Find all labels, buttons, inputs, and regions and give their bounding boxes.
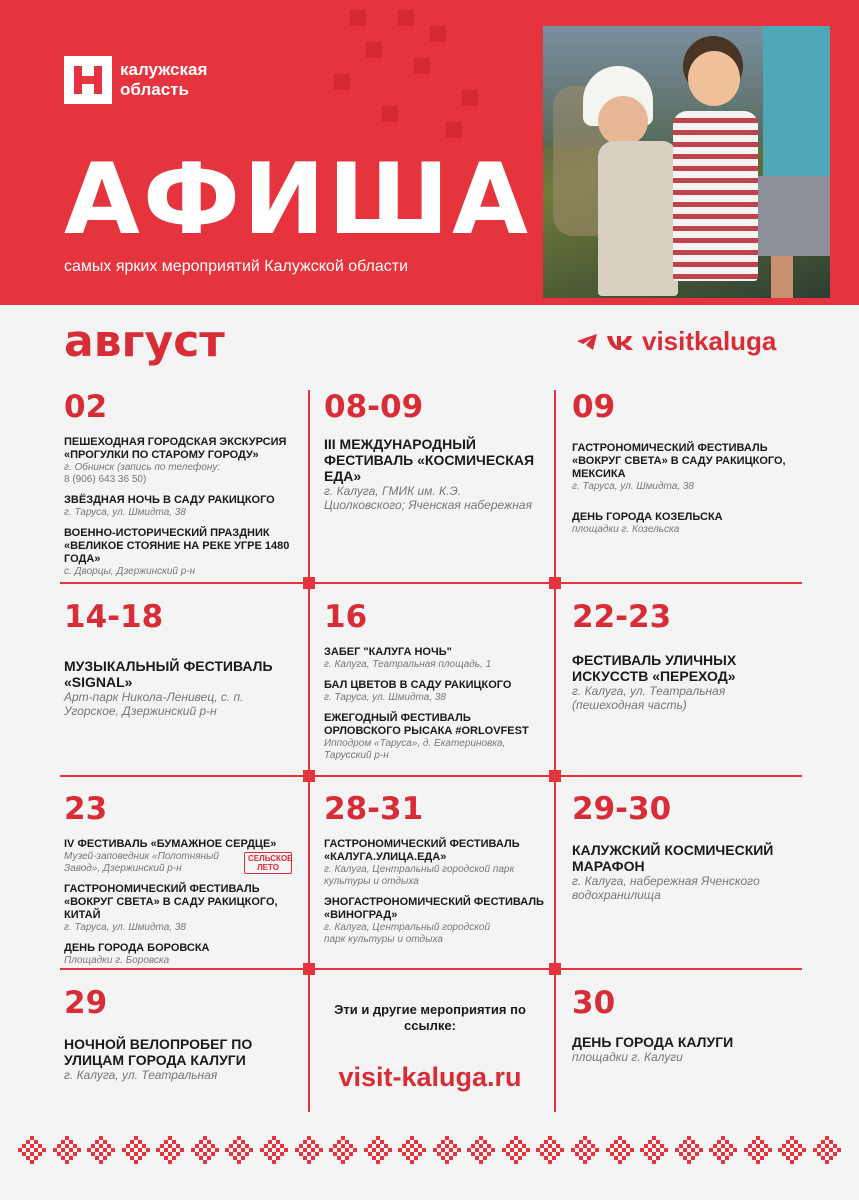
day-date: 08-09	[324, 389, 424, 425]
ornament-motif	[640, 1134, 668, 1164]
website-link[interactable]: visit-kaluga.ru	[338, 1062, 522, 1092]
event-place: г. Калуга, набережная Яченского водохранилища	[572, 874, 760, 902]
pixel-pattern	[414, 58, 430, 74]
ornament-motif	[156, 1134, 184, 1164]
event-place: г. Калуга, ул. Театральная (пешеходная часть)	[572, 684, 726, 712]
ornament-motif	[536, 1134, 564, 1164]
event-place: г. Таруса, ул. Шмидта, 38	[64, 922, 186, 933]
grid-node	[549, 963, 561, 975]
ornament-motif	[295, 1134, 323, 1164]
grid-divider	[60, 775, 802, 777]
day-date: 29-30	[572, 791, 672, 827]
event-name: МУЗЫКАЛЬНЫЙ ФЕСТИВАЛЬ «SIGNAL»	[64, 658, 273, 690]
ornament-motif	[502, 1134, 530, 1164]
event-place: г. Калуга, Театральная площадь, 1	[324, 659, 492, 670]
pixel-pattern	[430, 26, 446, 42]
day-date: 29	[64, 985, 108, 1021]
ornament-motif	[225, 1134, 253, 1164]
site-handle[interactable]: visitkaluga	[642, 326, 777, 356]
day-date: 22-23	[572, 599, 672, 635]
event-place: г. Обнинск (запись по телефону:	[64, 462, 221, 473]
event-place: г. Таруса, ул. Шмидта, 38	[324, 692, 446, 703]
event-name: ЗВЁЗДНАЯ НОЧЬ В САДУ РАКИЦКОГО	[64, 494, 275, 506]
folk-ornament-border	[18, 1134, 841, 1164]
day-cell	[324, 390, 534, 520]
event-name: КАЛУЖСКИЙ КОСМИЧЕСКИЙ МАРАФОН	[572, 842, 774, 874]
ornament-motif	[744, 1134, 772, 1164]
event-name: ГАСТРОНОМИЧЕСКИЙ ФЕСТИВАЛЬ «ВОКРУГ СВЕТА» В САДУ РАКИЦКОГО, КИТАЙ	[64, 883, 278, 921]
ornament-motif	[433, 1134, 461, 1164]
more-events-cell	[324, 1002, 536, 1093]
pixel-pattern	[462, 90, 478, 106]
day-date: 02	[64, 389, 108, 425]
day-cell	[572, 600, 742, 720]
pixel-pattern	[334, 74, 350, 90]
event-place: площадки г. Козельска	[572, 524, 680, 535]
event-phone: 8 (906) 643 36 50)	[64, 474, 147, 485]
logo-line-2: область	[120, 80, 189, 99]
logo-mark-icon	[64, 56, 112, 104]
ornament-motif	[675, 1134, 703, 1164]
selskoe-leto-badge: СЕЛЬСКОЕ ЛЕТО	[244, 852, 292, 874]
event-place: г. Таруса, ул. Шмидта, 38	[572, 481, 694, 492]
day-cell	[64, 986, 296, 1090]
ornament-motif	[53, 1134, 81, 1164]
grid-node	[303, 963, 315, 975]
day-date: 14-18	[64, 599, 164, 635]
event-name: ЕЖЕГОДНЫЙ ФЕСТИВАЛЬ ОРЛОВСКОГО РЫСАКА #ORLOVFEST	[324, 712, 529, 737]
event-name: ВОЕННО-ИСТОРИЧЕСКИЙ ПРАЗДНИК «ВЕЛИКОЕ СТОЯНИЕ НА РЕКЕ УГРЕ 1480 ГОДА»	[64, 527, 290, 565]
grid-divider	[554, 390, 556, 1112]
pixel-pattern	[366, 42, 382, 58]
day-date: 23	[64, 791, 108, 827]
day-cell	[64, 390, 296, 586]
ornament-motif	[18, 1134, 46, 1164]
region-logo[interactable]	[64, 56, 207, 104]
event-name: ГАСТРОНОМИЧЕСКИЙ ФЕСТИВАЛЬ «КАЛУГА.УЛИЦА.ЕДА»	[324, 838, 520, 863]
poster-subtitle: самых ярких мероприятий Калужской области	[64, 258, 409, 275]
ornament-motif	[191, 1134, 219, 1164]
grid-node	[303, 577, 315, 589]
poster-title: АФИША	[64, 143, 531, 257]
event-name: ГАСТРОНОМИЧЕСКИЙ ФЕСТИВАЛЬ «ВОКРУГ СВЕТА» В САДУ РАКИЦКОГО, МЕКСИКА	[572, 442, 786, 480]
event-place: площадки г. Калуги	[572, 1050, 683, 1064]
grid-node	[303, 770, 315, 782]
event-name: ФЕСТИВАЛЬ УЛИЧНЫХ ИСКУССТВ «ПЕРЕХОД»	[572, 652, 737, 684]
event-place: г. Калуга, Центральный городской парк культуры и отдыха	[324, 864, 515, 887]
event-name: ДЕНЬ ГОРОДА БОРОВСКА	[64, 942, 210, 954]
ornament-motif	[398, 1134, 426, 1164]
event-name: ЭНОГАСТРОНОМИЧЕСКИЙ ФЕСТИВАЛЬ «ВИНОГРАД»	[324, 896, 544, 921]
day-cell	[64, 792, 296, 975]
month-heading: август	[64, 316, 225, 367]
event-place: г. Таруса, ул. Шмидта, 38	[64, 507, 186, 518]
day-cell	[64, 600, 296, 726]
event-place: Музей-заповедник «Полотняный Завод», Дзержинский р-н	[64, 851, 219, 874]
event-place: Ипподром «Таруса», д. Екатериновка, Тарусский р-н	[324, 738, 506, 761]
event-place: г. Калуга, ГМИК им. К.Э. Циолковского; Яченская набережная	[324, 484, 532, 512]
event-place: г. Калуга, Центральный городской парк культуры и отдыха	[324, 922, 491, 945]
day-cell	[572, 986, 794, 1072]
ornament-motif	[87, 1134, 115, 1164]
event-name: БАЛ ЦВЕТОВ В САДУ РАКИЦКОГО	[324, 679, 512, 691]
pixel-pattern	[350, 10, 366, 26]
logo-line-1: калужская	[120, 60, 208, 79]
events-grid	[60, 390, 802, 1112]
pixel-pattern	[398, 10, 414, 26]
day-date: 28-31	[324, 791, 424, 827]
day-date: 30	[572, 985, 616, 1021]
day-cell	[572, 390, 794, 544]
ornament-motif	[122, 1134, 150, 1164]
day-date: 16	[324, 599, 368, 635]
ornament-motif	[364, 1134, 392, 1164]
event-name: ДЕНЬ ГОРОДА КАЛУГИ	[572, 1034, 734, 1050]
event-place: с. Дворцы, Дзержинский р-н	[64, 566, 196, 577]
header-banner	[0, 0, 859, 305]
day-date: 09	[572, 389, 616, 425]
event-name: НОЧНОЙ ВЕЛОПРОБЕГ ПО УЛИЦАМ ГОРОДА КАЛУГИ	[64, 1036, 253, 1068]
event-name: IV ФЕСТИВАЛЬ «БУМАЖНОЕ СЕРДЦЕ»	[64, 838, 277, 850]
logo-text	[120, 60, 207, 100]
ornament-motif	[709, 1134, 737, 1164]
pixel-pattern	[382, 106, 398, 122]
more-events-text: Эти и другие мероприятия по ссылке:	[334, 1002, 526, 1033]
event-name: ПЕШЕХОДНАЯ ГОРОДСКАЯ ЭКСКУРСИЯ «ПРОГУЛКИ ПО СТАРОМУ ГОРОДУ»	[64, 436, 287, 461]
telegram-icon[interactable]	[576, 333, 598, 351]
festival-photo	[543, 26, 830, 298]
event-name: ЗАБЕГ "КАЛУГА НОЧЬ"	[324, 646, 452, 658]
event-place: Площадки г. Боровска	[64, 955, 170, 966]
event-place: г. Калуга, ул. Театральная	[64, 1068, 218, 1082]
ornament-motif	[606, 1134, 634, 1164]
event-place: Арт-парк Никола-Ленивец, с. п. Угорское, Дзержинский р-н	[64, 690, 244, 718]
event-name: ДЕНЬ ГОРОДА КОЗЕЛЬСКА	[572, 511, 723, 523]
ornament-motif	[260, 1134, 288, 1164]
day-cell	[324, 600, 546, 770]
pixel-pattern	[446, 122, 462, 138]
grid-node	[549, 770, 561, 782]
event-name: III МЕЖДУНАРОДНЫЙ ФЕСТИВАЛЬ «КОСМИЧЕСКАЯ ЕДА»	[324, 436, 535, 484]
vk-icon[interactable]	[606, 333, 634, 351]
grid-node	[549, 577, 561, 589]
day-cell	[324, 792, 544, 954]
ornament-motif	[329, 1134, 357, 1164]
ornament-motif	[778, 1134, 806, 1164]
day-cell	[572, 792, 794, 910]
ornament-motif	[467, 1134, 495, 1164]
grid-divider	[308, 390, 310, 1112]
social-links[interactable]	[576, 326, 776, 357]
ornament-motif	[813, 1134, 841, 1164]
ornament-motif	[571, 1134, 599, 1164]
